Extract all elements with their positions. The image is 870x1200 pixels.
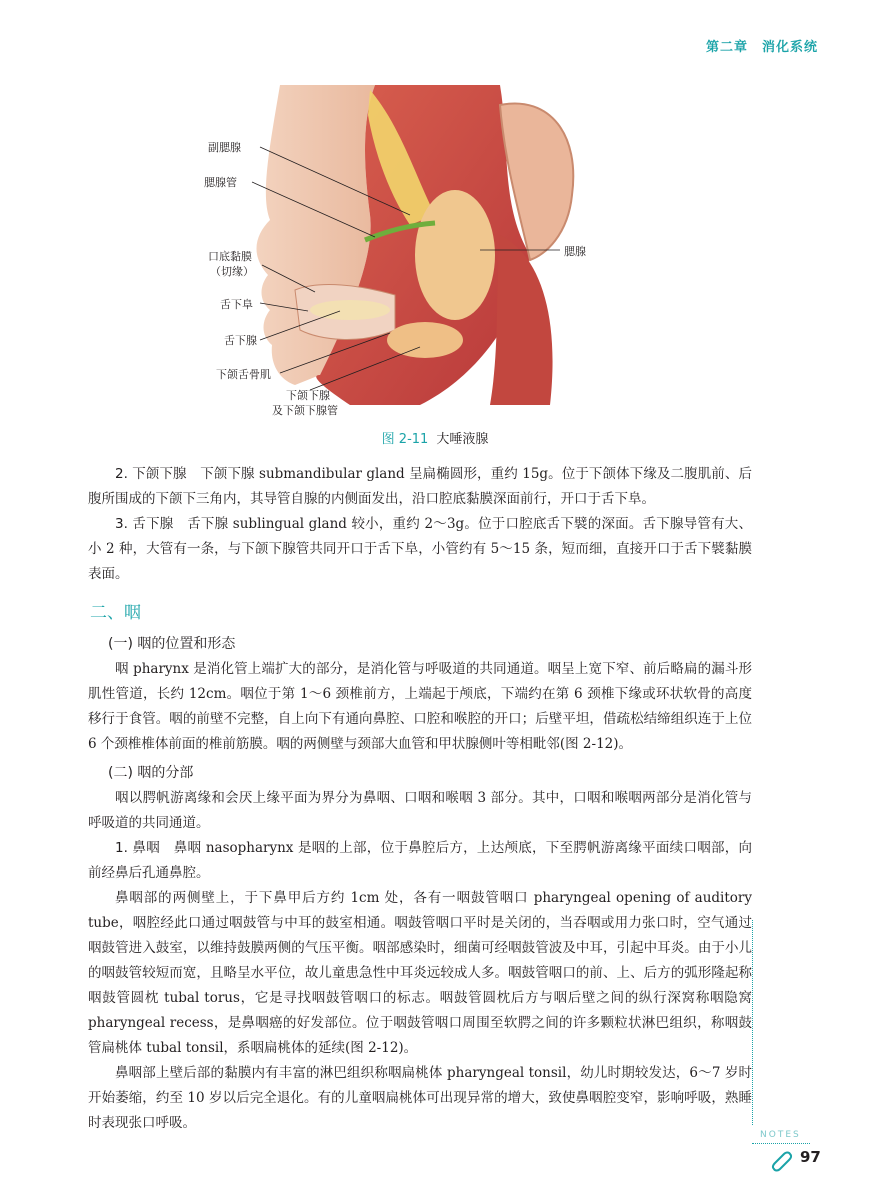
label-parotid-duct: 腮腺管 [204,176,237,189]
paragraph-submandibular: 2. 下颌下腺 下颌下腺 submandibular gland 呈扁椭圆形，重约 15g。位于下颌体下缘及二腹肌前、后腹所围成的下颌下三角内，其导管自腺的内侧面发出，沿口腔底黏膜深面前行，开口于舌下阜。 [88,466,752,507]
paragraph-divisions: 咽以腭帆游离缘和会厌上缘平面为界分为鼻咽、口咽和喉咽 3 部分。其中，口咽和喉咽两部分是消化管与呼吸道的共同通道。 [88,790,752,831]
label-floor-mucosa-cut: （切缘） [210,265,254,278]
paragraph-pharynx: 咽 pharynx 是消化管上端扩大的部分，是消化管与呼吸道的共同通道。咽呈上宽下窄、前后略扁的漏斗形肌性管道，长约 12cm。咽位于第 1～6 颈椎前方，上端起于颅底，下端约在第 6 颈椎下缘或环状软骨的高度移行于食管。咽的前壁不完整，自上向下有通向鼻腔、口腔和喉腔的开口；后壁平坦，借疏松结缔组织连于上位 6 个颈椎椎体前面的椎前筋膜。咽的两侧壁与颈部大血管和甲状腺侧叶等相毗邻(图 2-12)。 [88,661,753,752]
paragraph-nasopharynx: 1. 鼻咽 鼻咽 nasopharynx 是咽的上部，位于鼻腔后方，上达颅底，下至腭帆游离缘平面续口咽部，向前经鼻后孔通鼻腔。 [88,840,753,881]
sublingual-gland-shape [310,300,390,320]
anatomy-figure [200,85,620,415]
neck-muscle [490,235,553,405]
label-sublingual-gland: 舌下腺 [224,334,257,347]
notes-margin-line [752,920,753,1125]
page-number: 97 [800,1148,821,1166]
body-text [88,462,752,1136]
parotid-gland [415,190,495,320]
paperclip-icon [770,1150,794,1172]
notes-label: NOTES [760,1130,801,1140]
label-sublingual-caruncle: 舌下阜 [220,298,253,311]
label-mylohyoid: 下颌舌骨肌 [216,368,271,381]
figure-number: 图 2-11 [381,432,429,447]
figure-title: 大唾液腺 [436,432,489,447]
section-heading-pharynx: 二、咽 [90,603,141,623]
label-accessory-parotid: 副腮腺 [208,141,241,154]
label-submandibular: 下颌下腺 [286,389,330,402]
submandibular-gland [387,322,463,358]
figure-caption [0,428,870,447]
label-floor-mucosa: 口底黏膜 [208,250,252,263]
label-parotid: 腮腺 [564,245,586,258]
paragraph-auditory-tube: 鼻咽部的两侧壁上，于下鼻甲后方约 1cm 处，各有一咽鼓管咽口 pharyngeal opening of auditory tube，咽腔经此口通过咽鼓管与中耳的鼓室相通。咽鼓管咽口平时是关闭的，当吞咽或用力张口时，空气通过咽鼓管进入鼓室，以维持鼓膜两侧的气压平衡。咽部感染时，细菌可经咽鼓管波及中耳，引起中耳炎。由于小儿的咽鼓管较短而宽，且略呈水平位，故儿童患急性中耳炎远较成人多。咽鼓管咽口的前、上、后方的弧形隆起称咽鼓管圆枕 tubal torus，它是寻找咽鼓管咽口的标志。咽鼓管圆枕后方与咽后壁之间的纵行深窝称咽隐窝 pharyngeal recess，是鼻咽癌的好发部位。位于咽鼓管咽口周围至软腭之间的许多颗粒状淋巴组织，称咽鼓管扁桃体 tubal tonsil，系咽扁桃体的延续(图 2-12)。 [88,890,753,1056]
paragraph-sublingual: 3. 舌下腺 舌下腺 sublingual gland 较小，重约 2～3g。位于口腔底舌下襞的深面。舌下腺导管有大、小 2 种，大管有一条，与下颌下腺管共同开口于舌下阜，小管约有 5～15 条，短而细，直接开口于舌下襞黏膜表面。 [88,516,752,582]
subheading-position: (一) 咽的位置和形态 [108,636,236,652]
paragraph-pharyngeal-tonsil: 鼻咽部上壁后部的黏膜内有丰富的淋巴组织称咽扁桃体 pharyngeal tonsil，幼儿时期较发达，6～7 岁时开始萎缩，约至 10 岁以后完全退化。有的儿童咽扁桃体可出现异常的增大，致使鼻咽腔变窄，影响呼吸，熟睡时表现张口呼吸。 [88,1065,753,1131]
notes-underline [752,1143,810,1144]
label-submandibular-duct: 及下颌下腺管 [272,404,338,417]
subheading-divisions: (二) 咽的分部 [108,765,194,781]
running-head: 第二章 消化系统 [705,40,818,55]
